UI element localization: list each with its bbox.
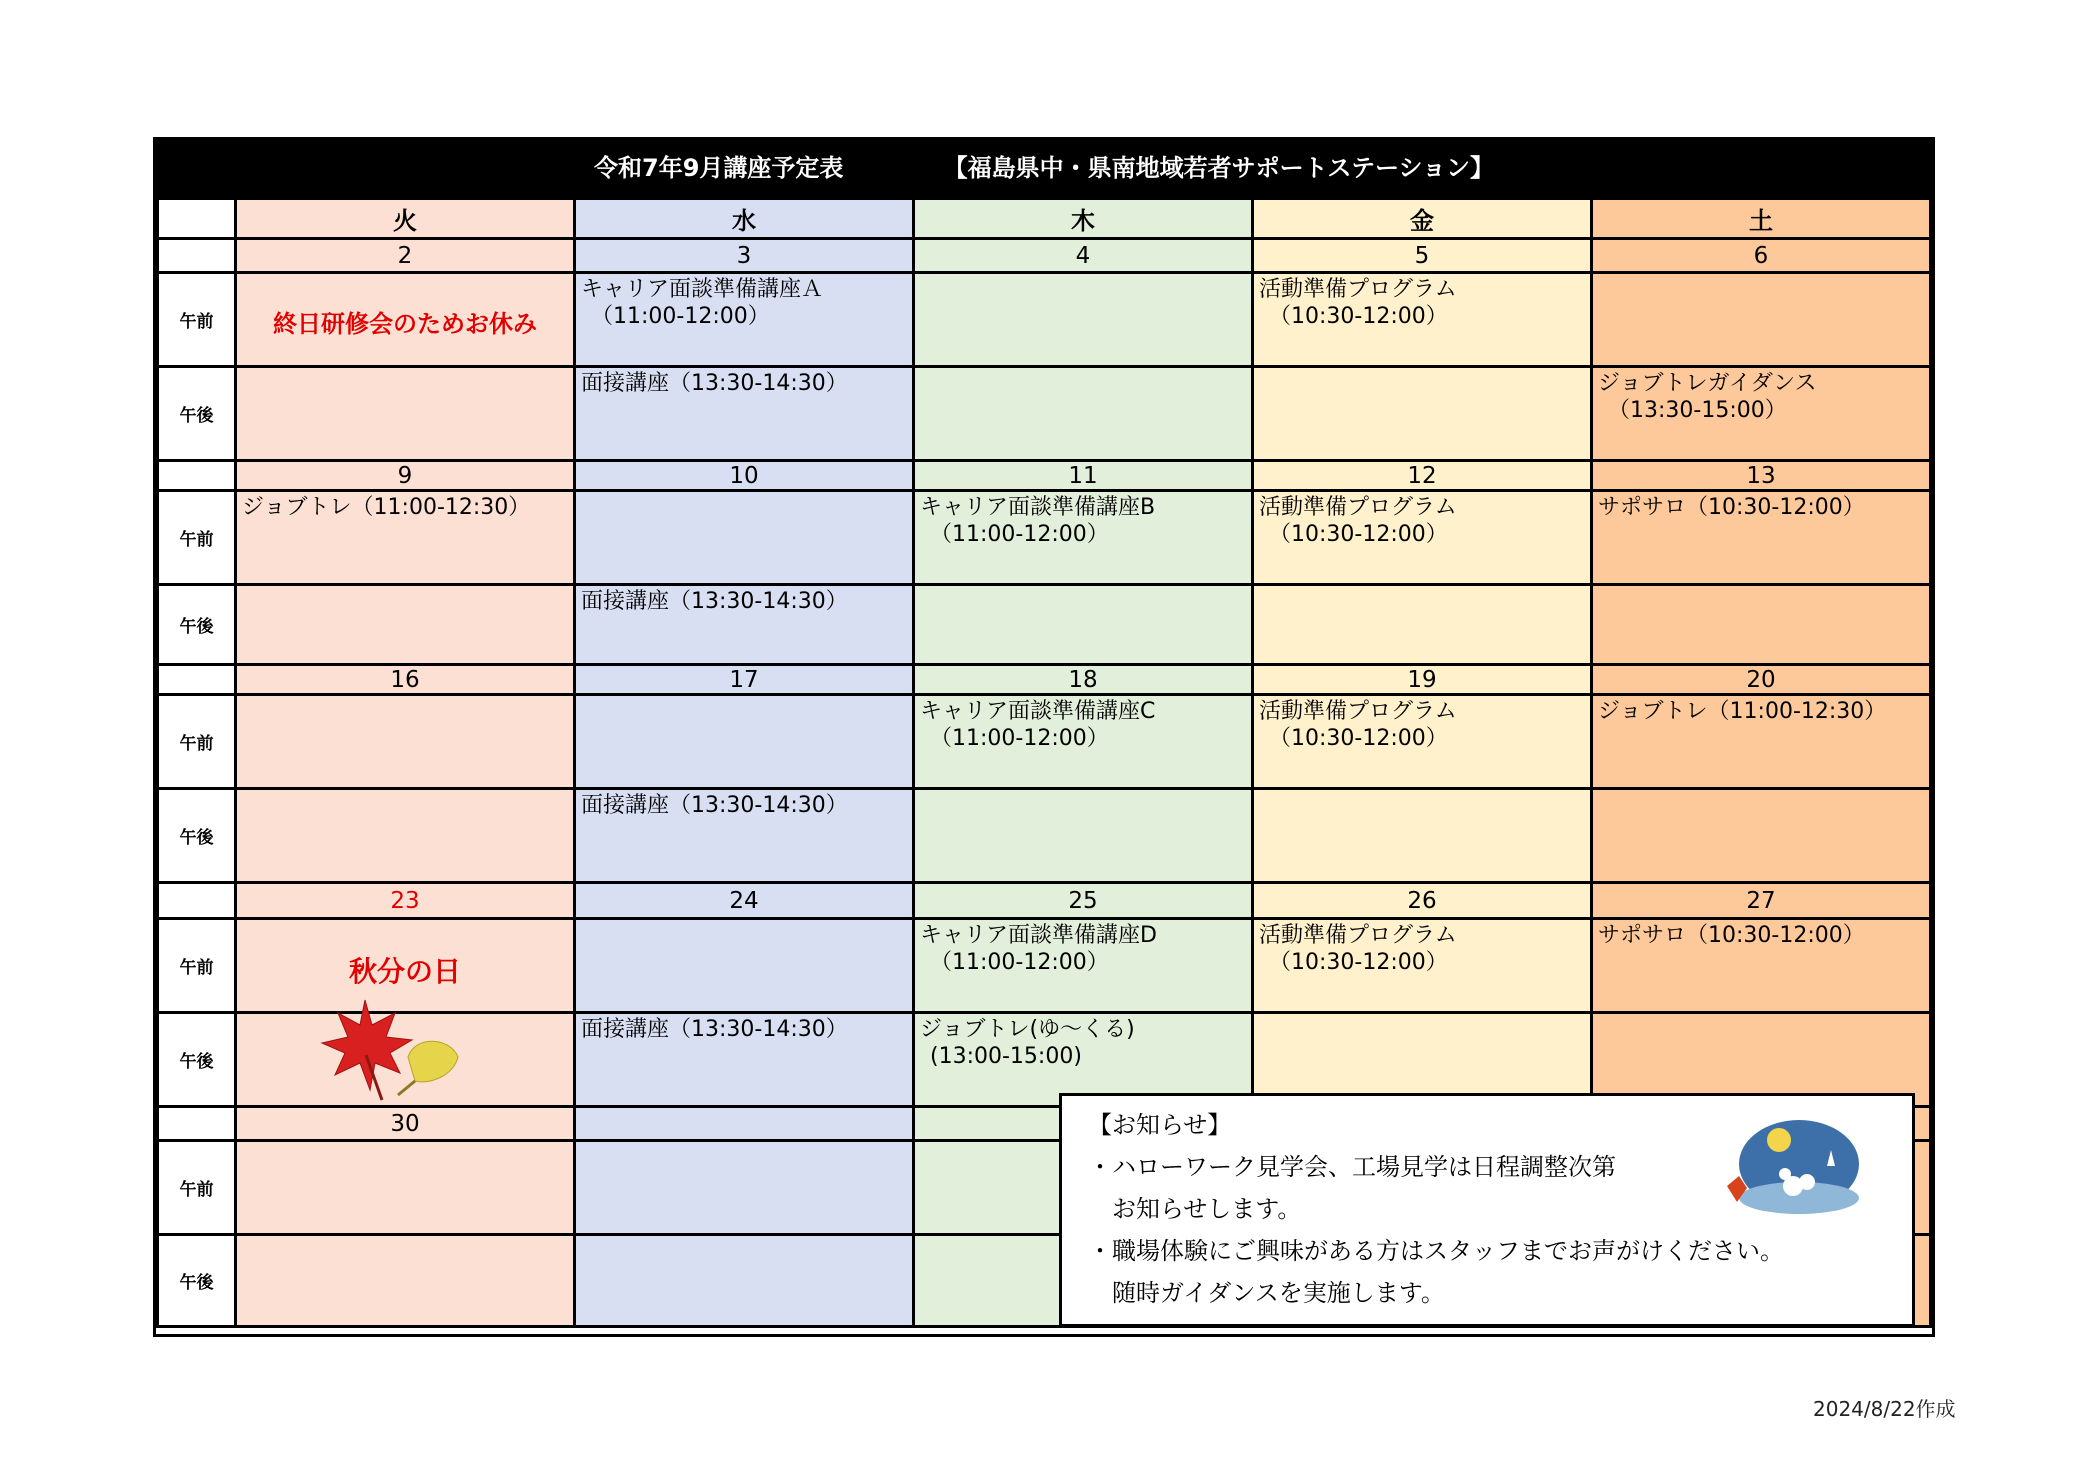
event-text — [576, 492, 912, 494]
event-text — [915, 368, 1251, 370]
schedule-cell-am — [575, 273, 914, 367]
afternoon-label: 午後 — [158, 789, 236, 883]
schedule-cell-am — [1592, 273, 1931, 367]
notice-box — [1059, 1093, 1915, 1327]
schedule-title: 令和7年9月講座予定表 — [594, 154, 844, 182]
notice-line-2: お知らせします。 — [1088, 1195, 1302, 1223]
date-cell: 17 — [575, 665, 914, 695]
day-header: 水 — [575, 199, 914, 239]
blank-label-cell — [158, 1107, 236, 1141]
date-cell: 20 — [1592, 665, 1931, 695]
blank-label-cell — [158, 239, 236, 273]
schedule-cell-am — [1592, 695, 1931, 789]
event-text — [915, 790, 1251, 792]
event-text: キャリア面談準備講座B （11:00-12:00） — [920, 495, 1156, 547]
event-text: 面接講座（13:30-14:30） — [581, 793, 848, 818]
event-text: 活動準備プログラム （10:30-12:00） — [1259, 277, 1457, 329]
blank-label-cell — [158, 883, 236, 919]
event-text: キャリア面談準備講座C （11:00-12:00） — [920, 699, 1156, 751]
date-cell: 2 — [236, 239, 575, 273]
event-text: 活動準備プログラム （10:30-12:00） — [1259, 495, 1457, 547]
blank-label-cell — [158, 461, 236, 491]
event-text: キャリア面談準備講座D （11:00-12:00） — [920, 923, 1157, 975]
date-cell: 19 — [1253, 665, 1592, 695]
event-text: ジョブトレ（11:00-12:30） — [242, 495, 531, 520]
schedule-cell-pm — [236, 367, 575, 461]
event-text: ジョブトレ(ゆ～くる) (13:00-15:00) — [920, 1017, 1135, 1069]
schedule-cell-pm — [914, 585, 1253, 665]
date-cell: 9 — [236, 461, 575, 491]
schedule-cell-am — [236, 695, 575, 789]
schedule-cell-am — [914, 695, 1253, 789]
date-cell: 13 — [1592, 461, 1931, 491]
schedule-cell-pm — [236, 1235, 575, 1327]
blank-label-cell — [158, 665, 236, 695]
morning-label: 午前 — [158, 1141, 236, 1235]
schedule-cell-am — [1253, 273, 1592, 367]
morning-label: 午前 — [158, 273, 236, 367]
schedule-cell-pm — [1253, 789, 1592, 883]
schedule-cell-pm — [914, 367, 1253, 461]
schedule-cell-pm — [575, 1013, 914, 1107]
schedule-cell-am — [575, 919, 914, 1013]
organization-name: 【福島県中・県南地域若者サポートステーション】 — [943, 154, 1494, 182]
date-cell: 11 — [914, 461, 1253, 491]
morning-label: 午前 — [158, 695, 236, 789]
date-cell: 16 — [236, 665, 575, 695]
date-cell: 12 — [1253, 461, 1592, 491]
schedule-cell-am — [236, 273, 575, 367]
event-text — [1593, 790, 1929, 792]
schedule-cell-pm — [1253, 585, 1592, 665]
event-text — [237, 1142, 573, 1144]
autumn-leaves-icon — [320, 995, 460, 1105]
date-cell: 23 — [236, 883, 575, 919]
event-text: 活動準備プログラム （10:30-12:00） — [1259, 699, 1457, 751]
schedule-cell-pm — [575, 789, 914, 883]
schedule-cell-am — [1253, 919, 1592, 1013]
date-cell: 18 — [914, 665, 1253, 695]
holiday-name: 秋分の日 — [348, 955, 461, 988]
schedule-cell-am — [1253, 695, 1592, 789]
schedule-cell-am — [575, 491, 914, 585]
day-header: 火 — [236, 199, 575, 239]
date-cell — [575, 1107, 914, 1141]
schedule-cell-am — [1253, 491, 1592, 585]
corner-cell — [158, 199, 236, 239]
event-text — [915, 586, 1251, 588]
event-text: サポサロ（10:30-12:00） — [1598, 495, 1865, 520]
schedule-cell-pm — [1253, 367, 1592, 461]
morning-label: 午前 — [158, 919, 236, 1013]
maple-leaf-icon — [322, 1000, 412, 1100]
ginkgo-leaf-icon — [398, 1041, 458, 1095]
schedule-cell-am — [236, 1141, 575, 1235]
date-cell: 30 — [236, 1107, 575, 1141]
event-text — [237, 368, 573, 370]
notice-line-1: ・ハローワーク見学会、工場見学は日程調整次第 — [1088, 1153, 1616, 1181]
event-text — [1593, 1014, 1929, 1016]
afternoon-label: 午後 — [158, 1013, 236, 1107]
event-text: サポサロ（10:30-12:00） — [1598, 923, 1865, 948]
event-text — [1254, 790, 1590, 792]
event-text — [915, 274, 1251, 276]
event-text — [576, 1236, 912, 1238]
event-text — [1593, 586, 1929, 588]
schedule-cell-pm — [914, 789, 1253, 883]
title-bar — [156, 140, 1932, 197]
event-text — [1254, 1014, 1590, 1016]
date-cell: 4 — [914, 239, 1253, 273]
date-cell: 27 — [1592, 883, 1931, 919]
schedule-cell-pm — [1592, 585, 1931, 665]
schedule-cell-am — [236, 491, 575, 585]
date-cell: 3 — [575, 239, 914, 273]
schedule-cell-pm — [575, 1235, 914, 1327]
notice-heading: 【お知らせ】 — [1088, 1111, 1232, 1139]
event-text — [1593, 274, 1929, 276]
day-header: 土 — [1592, 199, 1931, 239]
event-text: ジョブトレ（11:00-12:30） — [1598, 699, 1887, 724]
schedule-cell-pm — [575, 585, 914, 665]
event-text — [237, 790, 573, 792]
event-text: 面接講座（13:30-14:30） — [581, 1017, 848, 1042]
event-text — [237, 1236, 573, 1238]
event-text — [576, 696, 912, 698]
schedule-cell-pm — [236, 585, 575, 665]
schedule-cell-pm — [1592, 367, 1931, 461]
notice-line-4: 随時ガイダンスを実施します。 — [1088, 1279, 1445, 1307]
event-text — [1254, 368, 1590, 370]
event-text: 面接講座（13:30-14:30） — [581, 589, 848, 614]
event-text: ジョブトレガイダンス （13:30-15:00） — [1598, 371, 1817, 423]
schedule-cell-pm — [575, 367, 914, 461]
date-cell: 5 — [1253, 239, 1592, 273]
date-cell: 26 — [1253, 883, 1592, 919]
afternoon-label: 午後 — [158, 1235, 236, 1327]
event-text — [1254, 586, 1590, 588]
afternoon-label: 午後 — [158, 585, 236, 665]
schedule-cell-am — [575, 1141, 914, 1235]
moon-viewing-rabbits-icon — [1727, 1116, 1862, 1216]
event-text: 面接講座（13:30-14:30） — [581, 371, 848, 396]
schedule-cell-pm — [236, 789, 575, 883]
created-date: 2024/8/22作成 — [1813, 1397, 1956, 1421]
schedule-cell-am — [1592, 919, 1931, 1013]
event-text — [237, 586, 573, 588]
event-text: キャリア面談準備講座Ａ （11:00-12:00） — [581, 277, 824, 329]
notice-line-3: ・職場体験にご興味がある方はスタッフまでお声がけください。 — [1088, 1237, 1784, 1265]
date-cell: 24 — [575, 883, 914, 919]
event-text — [237, 696, 573, 698]
schedule-cell-pm — [1592, 789, 1931, 883]
day-header: 木 — [914, 199, 1253, 239]
closed-note: 終日研修会のためお休み — [273, 310, 537, 338]
event-text — [576, 1142, 912, 1144]
schedule-cell-am — [575, 695, 914, 789]
morning-label: 午前 — [158, 491, 236, 585]
schedule-cell-am — [914, 273, 1253, 367]
day-header: 金 — [1253, 199, 1592, 239]
date-cell: 6 — [1592, 239, 1931, 273]
schedule-cell-am — [914, 491, 1253, 585]
date-cell: 25 — [914, 883, 1253, 919]
date-cell: 10 — [575, 461, 914, 491]
event-text: 活動準備プログラム （10:30-12:00） — [1259, 923, 1457, 975]
schedule-cell-am — [1592, 491, 1931, 585]
schedule-cell-am — [914, 919, 1253, 1013]
afternoon-label: 午後 — [158, 367, 236, 461]
event-text — [576, 920, 912, 922]
